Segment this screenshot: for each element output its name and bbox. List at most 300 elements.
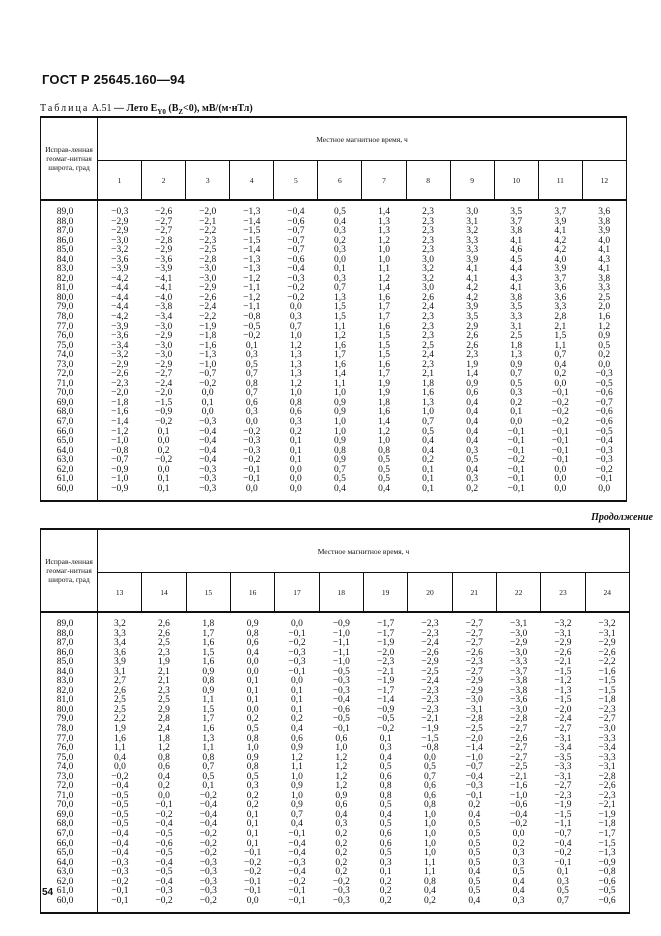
hour-column-header: 19 — [363, 573, 407, 613]
value-cell: −0,2 — [332, 876, 350, 887]
value-cell: −0,4 — [199, 800, 217, 811]
value-cell: 1,6 — [202, 638, 215, 649]
value-cell: −3,4 — [155, 312, 173, 323]
value-cell: −0,2 — [288, 876, 306, 887]
hour-column-header: 15 — [186, 573, 230, 613]
value-cell: −0,2 — [551, 407, 569, 418]
value-cell: 3,8 — [510, 226, 523, 237]
value-cell: 0,6 — [379, 771, 392, 782]
value-cell: −2,0 — [465, 733, 483, 744]
value-cell: 0,1 — [289, 455, 302, 466]
value-cell: −0,1 — [551, 455, 569, 466]
value-cell: 0,4 — [335, 809, 348, 820]
value-cell: −2,4 — [155, 378, 173, 389]
value-cell: 0,9 — [202, 666, 215, 677]
value-cell: 0,0 — [291, 676, 303, 687]
value-cell: −1,5 — [554, 695, 572, 706]
value-cell: −0,7 — [287, 245, 305, 256]
value-cell: 4,2 — [554, 235, 567, 246]
value-cell: 0,7 — [422, 417, 435, 428]
value-cell: 0,1 — [557, 867, 569, 878]
value-cell: −0,4 — [199, 445, 217, 456]
value-cell: −2,9 — [155, 331, 173, 342]
value-cell: 3,7 — [554, 207, 567, 217]
value-cell: 0,9 — [333, 407, 346, 418]
value-cell: 2,5 — [510, 331, 523, 342]
value-cell: 0,5 — [468, 886, 481, 897]
hour-column-header: 9 — [450, 161, 494, 201]
hour-column-header: 12 — [582, 161, 626, 201]
value-cell: 0,2 — [335, 857, 348, 868]
value-cell: −0,2 — [155, 417, 173, 428]
hour-column-header: 18 — [319, 573, 363, 613]
value-cell: −1,5 — [243, 235, 261, 246]
value-cell: 1,4 — [378, 207, 390, 217]
value-cell: 0,3 — [496, 897, 540, 914]
value-cell: 2,5 — [113, 695, 126, 706]
value-cell: −1,7 — [377, 619, 395, 629]
value-cell: −0,4 — [155, 819, 173, 830]
value-cell: −2,4 — [421, 638, 439, 649]
latitude-cell: 74,0 — [41, 351, 98, 361]
value-cell: −1,5 — [421, 733, 439, 744]
value-cell: 0,9 — [333, 397, 346, 408]
value-cell: 2,5 — [582, 294, 626, 304]
value-cell: 2,1 — [422, 369, 435, 380]
value-cell: −0,4 — [199, 819, 217, 830]
value-cell: 0,9 — [291, 743, 303, 754]
value-cell: −2,4 — [554, 714, 572, 725]
latitude-cell: 64,0 — [41, 447, 98, 457]
value-cell: 0,3 — [333, 245, 346, 256]
value-cell: −0,4 — [582, 437, 626, 447]
value-cell: 0,3 — [333, 273, 346, 284]
value-cell: 0,3 — [466, 474, 479, 485]
value-cell: 4,1 — [466, 273, 479, 284]
value-cell: 0,9 — [333, 455, 346, 466]
value-cell: −1,4 — [243, 245, 261, 256]
value-cell: 2,9 — [158, 704, 170, 715]
caption-tail: <0), мВ/(м·нТл) — [183, 103, 253, 114]
value-cell: 1,3 — [289, 369, 302, 380]
value-cell: 0,2 — [408, 897, 452, 914]
value-cell: 0,7 — [291, 809, 303, 820]
value-cell: −0,1 — [244, 876, 262, 887]
caption-cond: (B — [165, 103, 179, 114]
value-cell: −1,9 — [421, 724, 439, 735]
value-cell: 1,8 — [422, 378, 435, 389]
value-cell: −2,6 — [199, 292, 217, 303]
value-cell: 0,9 — [291, 800, 303, 811]
value-cell: 2,3 — [422, 331, 435, 342]
value-cell: 0,4 — [291, 724, 303, 735]
value-cell: 1,3 — [289, 359, 302, 370]
value-cell: −0,1 — [507, 474, 525, 485]
value-cell: 0,5 — [378, 464, 390, 475]
value-cell: 0,8 — [245, 378, 258, 389]
value-cell: 3,1 — [510, 321, 523, 332]
table-row — [41, 897, 630, 914]
value-cell: −0,1 — [494, 485, 538, 502]
value-cell: 0,3 — [510, 388, 523, 399]
hour-column-header: 5 — [274, 161, 318, 201]
value-cell: −1,0 — [332, 628, 350, 639]
value-cell: −0,6 — [582, 418, 626, 428]
latitude-cell: 63,0 — [41, 456, 98, 466]
value-cell: −1,3 — [585, 849, 629, 859]
value-cell: 0,6 — [466, 388, 479, 399]
value-cell: 1,2 — [378, 235, 390, 246]
value-cell: −0,3 — [332, 886, 350, 897]
value-cell: 2,0 — [582, 303, 626, 313]
table-summer-part1 — [40, 116, 627, 502]
value-cell: 0,1 — [291, 704, 303, 715]
value-cell: −0,3 — [199, 464, 217, 475]
value-cell: 3,2 — [422, 264, 435, 275]
value-cell: 0,4 — [512, 876, 525, 887]
value-cell: −0,4 — [111, 848, 129, 859]
value-cell: 1,1 — [113, 743, 126, 754]
value-cell: −4,0 — [155, 292, 173, 303]
value-cell: 0,7 — [541, 897, 585, 914]
value-cell: −1,8 — [585, 820, 629, 830]
value-cell: −0,3 — [199, 886, 217, 897]
value-cell: −0,4 — [287, 207, 305, 217]
value-cell: 1,1 — [378, 264, 390, 275]
value-cell: 0,8 — [246, 762, 259, 773]
latitude-cell: 83,0 — [41, 677, 98, 687]
value-cell: 1,1 — [202, 743, 215, 754]
value-cell: 0,1 — [202, 781, 215, 792]
value-cell: −3,9 — [155, 264, 173, 275]
value-cell: −0,4 — [199, 426, 217, 437]
value-cell: 3,3 — [510, 312, 523, 323]
latitude-cell: 61,0 — [41, 475, 98, 485]
value-cell: −0,1 — [582, 475, 626, 485]
value-cell: 0,7 — [333, 464, 346, 475]
value-cell: 2,3 — [158, 685, 170, 696]
value-cell: 3,6 — [113, 647, 126, 658]
latitude-cell: 86,0 — [41, 237, 98, 247]
value-cell: −2,9 — [585, 639, 629, 649]
value-cell: 1,7 — [378, 312, 390, 323]
value-cell: −0,8 — [111, 445, 129, 456]
value-cell: 1,7 — [378, 302, 390, 313]
value-cell: −1,4 — [111, 417, 129, 428]
value-cell: 0,0 — [289, 474, 302, 485]
value-cell: −1,9 — [585, 811, 629, 821]
value-cell: −1,6 — [111, 407, 129, 418]
value-cell: 1,0 — [333, 417, 346, 428]
value-cell: −0,1 — [507, 464, 525, 475]
value-cell: 2,8 — [554, 312, 567, 323]
latitude-cell: 78,0 — [41, 725, 98, 735]
value-cell: −0,2 — [244, 867, 262, 878]
value-cell: 0,7 — [333, 283, 346, 294]
value-cell: −0,2 — [155, 455, 173, 466]
value-cell: −4,4 — [111, 302, 129, 313]
value-cell: 0,8 — [202, 752, 215, 763]
value-cell: −3,1 — [554, 628, 572, 639]
value-cell: −2,7 — [554, 781, 572, 792]
value-cell: −0,5 — [332, 714, 350, 725]
value-cell: −3,9 — [111, 264, 129, 275]
value-cell: 3,7 — [554, 273, 567, 284]
value-cell: 0,6 — [424, 790, 436, 801]
value-cell: 1,0 — [333, 388, 346, 399]
value-cell: 1,0 — [424, 809, 436, 820]
value-cell: 3,6 — [554, 283, 567, 294]
latitude-cell: 64,0 — [41, 859, 98, 869]
value-cell: 3,9 — [113, 657, 126, 668]
value-cell: −0,1 — [275, 897, 319, 914]
value-cell: 2,8 — [158, 714, 170, 725]
value-cell: 0,0 — [289, 302, 302, 313]
value-cell: −0,2 — [243, 455, 261, 466]
value-cell: 1,0 — [335, 743, 348, 754]
value-cell: 3,2 — [113, 619, 126, 629]
value-cell: −2,8 — [510, 714, 528, 725]
value-cell: 3,3 — [113, 628, 126, 639]
value-cell: −3,0 — [155, 350, 173, 361]
value-cell: 3,8 — [582, 275, 626, 285]
value-cell: −3,0 — [155, 321, 173, 332]
value-cell: 0,5 — [378, 455, 390, 466]
value-cell: 1,1 — [333, 321, 346, 332]
value-cell: 2,3 — [422, 226, 435, 237]
value-cell: 0,0 — [201, 388, 214, 399]
value-cell: 0,4 — [362, 485, 406, 502]
value-cell: −0,6 — [287, 254, 305, 265]
page-number: 54 — [42, 887, 54, 898]
value-cell: −0,4 — [332, 695, 350, 706]
latitude-cell: 83,0 — [41, 265, 98, 275]
value-cell: 1,4 — [333, 369, 346, 380]
latitude-cell: 87,0 — [41, 639, 98, 649]
value-cell: 0,3 — [333, 226, 346, 237]
value-cell: 0,0 — [538, 485, 582, 502]
hour-column-header: 10 — [494, 161, 538, 201]
value-cell: −1,5 — [585, 677, 629, 687]
value-cell: −1,6 — [585, 668, 629, 678]
value-cell: −2,5 — [199, 245, 217, 256]
value-cell: 0,4 — [554, 359, 567, 370]
value-cell: −3,2 — [111, 245, 129, 256]
value-cell: −0,2 — [551, 397, 569, 408]
value-cell: −0,3 — [332, 676, 350, 687]
value-cell: −2,7 — [465, 619, 483, 629]
value-cell: 1,2 — [289, 340, 302, 351]
value-cell: −0,2 — [199, 848, 217, 859]
value-cell: 3,1 — [113, 666, 126, 677]
value-cell: 0,4 — [466, 426, 479, 437]
value-cell: 2,3 — [422, 245, 435, 256]
value-cell: −3,4 — [585, 744, 629, 754]
value-cell: 0,4 — [113, 752, 126, 763]
value-cell: −3,1 — [585, 630, 629, 640]
value-cell: −3,1 — [510, 619, 528, 629]
value-cell: −0,5 — [111, 809, 129, 820]
value-cell: 0,5 — [468, 819, 481, 830]
value-cell: 4,2 — [554, 245, 567, 256]
value-cell: 1,2 — [378, 426, 390, 437]
value-cell: −2,9 — [554, 638, 572, 649]
latitude-cell: 65,0 — [41, 849, 98, 859]
value-cell: 4,1 — [554, 226, 567, 237]
value-cell: 3,9 — [466, 254, 479, 265]
latitude-cell: 63,0 — [41, 868, 98, 878]
value-cell: 1,3 — [202, 733, 215, 744]
value-cell: −0,2 — [186, 897, 230, 914]
value-cell: 2,5 — [158, 638, 170, 649]
hour-column-header: 4 — [230, 161, 274, 201]
value-cell: 0,9 — [582, 332, 626, 342]
value-cell: 2,3 — [422, 235, 435, 246]
value-cell: 0,4 — [379, 752, 392, 763]
latitude-cell: 75,0 — [41, 342, 98, 352]
value-cell: 1,6 — [378, 407, 390, 418]
value-cell: 0,6 — [379, 838, 392, 849]
value-cell: 3,3 — [466, 235, 479, 246]
value-cell: −3,3 — [585, 754, 629, 764]
value-cell: 0,2 — [335, 829, 348, 840]
value-cell: −0,3 — [465, 781, 483, 792]
value-cell: 0,0 — [582, 485, 626, 502]
value-cell: 0,2 — [335, 848, 348, 859]
value-cell: 0,6 — [289, 407, 302, 418]
value-cell: 4,3 — [510, 273, 523, 284]
value-cell: 4,5 — [510, 254, 523, 265]
value-cell: −3,2 — [554, 619, 572, 629]
latitude-cell: 70,0 — [41, 389, 98, 399]
caption-cond-sub: Z — [178, 108, 184, 116]
latitude-cell: 86,0 — [41, 649, 98, 659]
value-cell: −0,2 — [111, 771, 129, 782]
value-cell: −0,8 — [585, 868, 629, 878]
value-cell: −0,4 — [111, 829, 129, 840]
value-cell: −0,6 — [582, 389, 626, 399]
value-cell: 0,5 — [333, 474, 346, 485]
value-cell: 0,1 — [245, 340, 258, 351]
value-cell: −1,0 — [111, 436, 129, 447]
value-cell: −2,6 — [554, 647, 572, 658]
value-cell: −2,9 — [421, 657, 439, 668]
value-cell: −0,5 — [155, 867, 173, 878]
value-cell: 1,8 — [202, 619, 215, 629]
value-cell: 1,0 — [291, 790, 303, 801]
value-cell: 1,0 — [289, 331, 302, 342]
value-cell: 0,8 — [246, 733, 259, 744]
value-cell: −0,6 — [582, 408, 626, 418]
value-cell: 2,6 — [422, 292, 435, 303]
value-cell: 3,0 — [422, 254, 435, 265]
value-cell: 0,7 — [289, 321, 302, 332]
value-cell: 1,2 — [158, 743, 170, 754]
value-cell: −0,4 — [111, 781, 129, 792]
value-cell: −2,6 — [510, 733, 528, 744]
value-cell: −0,4 — [288, 838, 306, 849]
value-cell: −0,2 — [243, 426, 261, 437]
value-cell: −2,6 — [421, 647, 439, 658]
value-cell: −1,1 — [243, 302, 261, 313]
value-cell: 0,5 — [246, 771, 259, 782]
latitude-cell: 85,0 — [41, 658, 98, 668]
value-cell: 0,0 — [333, 254, 346, 265]
latitude-cell: 85,0 — [41, 246, 98, 256]
value-cell: 0,0 — [554, 378, 567, 389]
value-cell: −3,4 — [554, 743, 572, 754]
value-cell: −3,0 — [510, 647, 528, 658]
value-cell: 0,5 — [466, 455, 479, 466]
value-cell: −3,0 — [111, 235, 129, 246]
value-cell: 0,0 — [157, 464, 170, 475]
value-cell: −1,5 — [155, 397, 173, 408]
value-cell: 0,1 — [289, 436, 302, 447]
value-cell: 1,5 — [202, 647, 215, 658]
value-cell: 3,6 — [554, 292, 567, 303]
value-cell: −0,7 — [111, 455, 129, 466]
value-cell: 1,1 — [333, 378, 346, 389]
value-cell: −2,7 — [510, 743, 528, 754]
value-cell: 0,6 — [246, 638, 259, 649]
value-cell: 0,2 — [379, 876, 392, 887]
value-cell: −2,3 — [465, 657, 483, 668]
latitude-cell: 71,0 — [41, 380, 98, 390]
value-cell: 0,0 — [582, 361, 626, 371]
latitude-cell: 60,0 — [41, 485, 98, 502]
value-cell: 0,5 — [468, 857, 481, 868]
value-cell: −0,5 — [582, 428, 626, 438]
value-cell: −2,9 — [111, 216, 129, 227]
hour-column-header: 20 — [408, 573, 452, 613]
value-cell: 0,3 — [512, 848, 525, 859]
latitude-cell: 66,0 — [41, 428, 98, 438]
latitude-cell: 81,0 — [41, 284, 98, 294]
value-cell: 3,8 — [510, 292, 523, 303]
value-cell: −1,9 — [377, 676, 395, 687]
value-cell: 0,5 — [424, 762, 436, 773]
value-cell: 0,5 — [468, 876, 481, 887]
value-cell: 1,0 — [333, 426, 346, 437]
value-cell: −0,6 — [287, 216, 305, 227]
value-cell: −1,2 — [243, 273, 261, 284]
value-cell: 0,2 — [510, 397, 523, 408]
value-cell: 4,2 — [466, 292, 479, 303]
value-cell: 0,1 — [246, 676, 259, 687]
latitude-cell: 89,0 — [41, 612, 98, 630]
value-cell: 0,2 — [157, 445, 170, 456]
latitude-cell: 88,0 — [41, 630, 98, 640]
value-cell: −3,8 — [155, 302, 173, 313]
value-cell: 1,0 — [424, 829, 436, 840]
value-cell: −0,4 — [199, 455, 217, 466]
value-cell: 0,1 — [510, 407, 523, 418]
value-cell: −0,2 — [507, 455, 525, 466]
value-cell: 0,0 — [291, 619, 303, 629]
value-cell: 2,3 — [422, 216, 435, 227]
value-cell: −2,6 — [585, 782, 629, 792]
hour-column-header: 2 — [142, 161, 186, 201]
value-cell: −2,2 — [199, 226, 217, 237]
value-cell: 2,9 — [466, 321, 479, 332]
value-cell: 0,9 — [466, 378, 479, 389]
value-cell: 0,2 — [291, 714, 303, 725]
value-cell: 0,6 — [245, 397, 258, 408]
value-cell: −2,3 — [421, 704, 439, 715]
value-cell: 0,2 — [450, 485, 494, 502]
value-cell: −1,7 — [585, 830, 629, 840]
hour-column-header: 21 — [452, 573, 496, 613]
